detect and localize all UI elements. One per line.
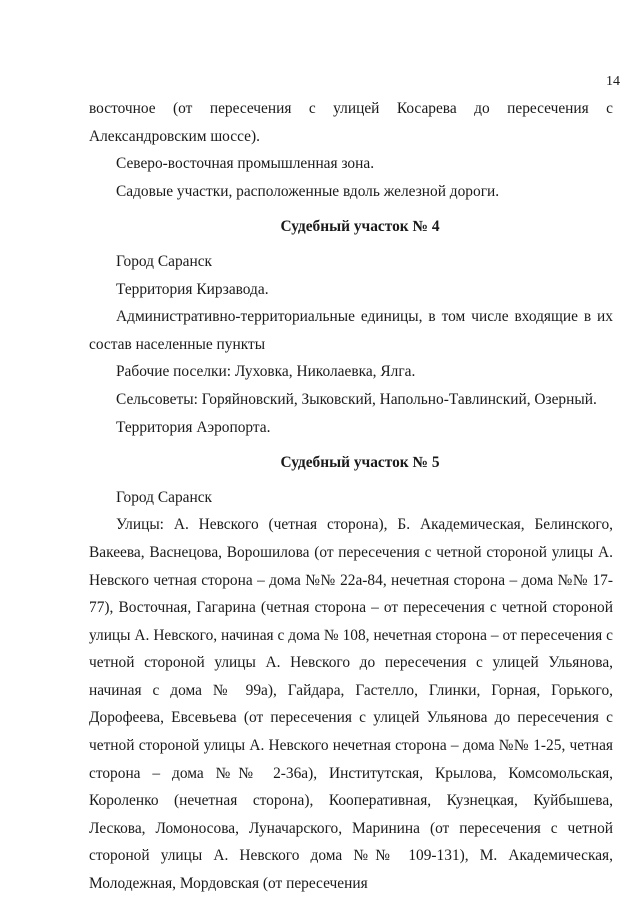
paragraph: Город Саранск (116, 488, 213, 506)
page-number: 14 (606, 74, 620, 89)
paragraph: Территория Аэропорта. (116, 418, 271, 436)
section-heading: Судебный участок № 5 (280, 454, 440, 472)
section-heading: Судебный участок № 4 (280, 218, 440, 236)
paragraph: Сельсоветы: Горяйновский, Зыковский, Напольно-Тавлинский, Озерный. (116, 390, 597, 408)
paragraph: Улицы: А. Невского (четная сторона), Б. Академическая, Белинского, Вакеева, Васнецова, Ворошилова (от пересечения с четной стороной улицы А. Невского четная сторона – дома №№ 22а-84, нечетная сторона – дома №№ 17-77), Восточная, Гагарина (четная сторона – от пересечения с четной стороной улицы А. Невского, начиная с дома № 108, нечетная сторона – от пересечения с четной стороной улицы А. Невского до пересечения с улицей Ульянова, начиная с дома № 99а), Гайдара, Гастелло, Глинки, Горная, Горького, Дорофеева, Евсевьева (от пересечения с улицей Ульянова до пересечения с четной стороной улицы А. Невского нечетная сторона – дома №№ 1-25, четная сторона – дома №№ 2-36а), Институтская, Крылова, Комсомольская, Короленко (нечетная сторона), Кооперативная, Кузнецкая, Куйбышева, Лескова, Ломоносова, Луначарского, Маринина (от пересечения с четной стороной улицы А. Невского дома №№ 109-131), М. Академическая, Молодежная, Мордовская (от пересечения (89, 516, 613, 893)
paragraph: Территория Кирзавода. (116, 280, 269, 298)
document-body (89, 95, 613, 898)
paragraph: Административно-территориальные единицы, в том числе входящие в их состав населенные пункты (89, 308, 613, 353)
paragraph: Город Саранск (116, 252, 213, 270)
paragraph: восточное (от пересечения с улицей Косарева до пересечения с Александровским шоссе). (89, 100, 613, 145)
paragraph: Рабочие поселки: Луховка, Николаевка, Ялга. (116, 363, 416, 381)
paragraph: Садовые участки, расположенные вдоль железной дороги. (116, 182, 500, 200)
paragraph: Северо-восточная промышленная зона. (116, 155, 375, 173)
